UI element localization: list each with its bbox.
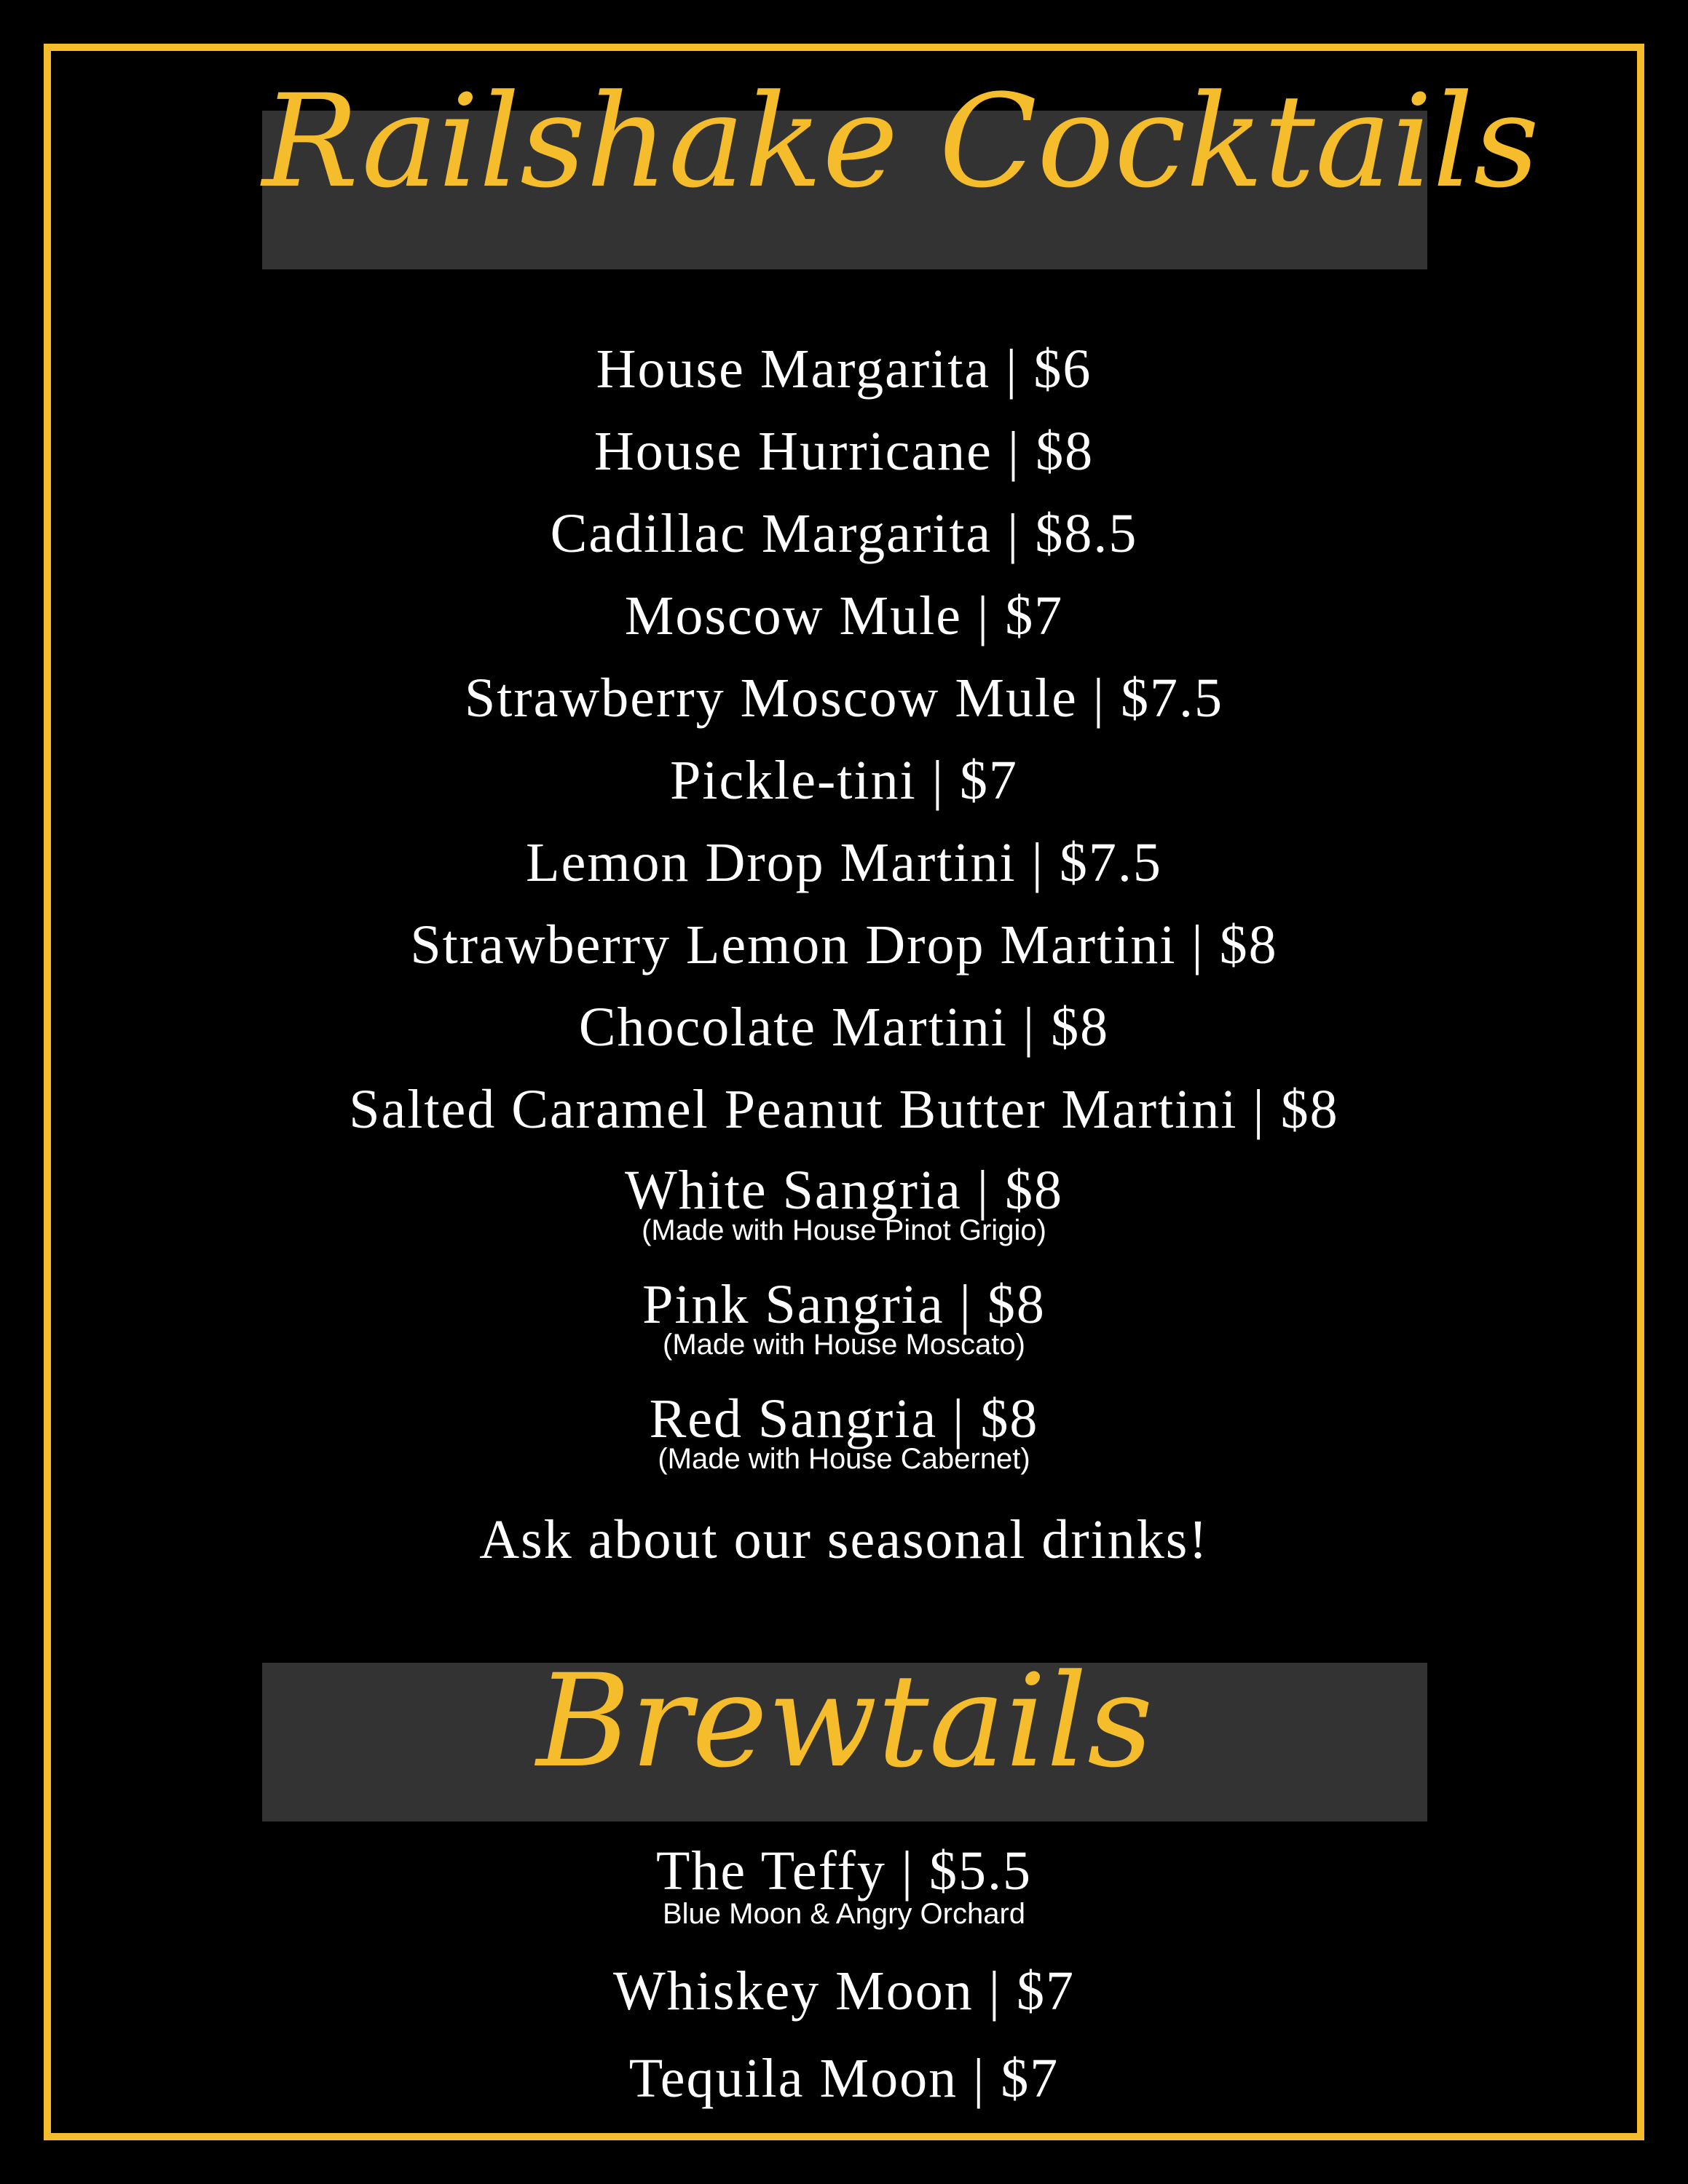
menu-item-name: White Sangria | $8 xyxy=(624,1160,1064,1221)
menu-item xyxy=(0,414,1688,496)
menu-item xyxy=(0,496,1688,578)
menu-item-note: (Made with House Moscato) xyxy=(663,1329,1025,1361)
menu-item xyxy=(0,578,1688,660)
menu-item xyxy=(0,907,1688,989)
menu-item-name: Pink Sangria | $8 xyxy=(642,1274,1046,1335)
menu-item-name: Tequila Moon | $7 xyxy=(628,2048,1060,2109)
menu-item-name: House Margarita | $6 xyxy=(596,339,1092,400)
menu-item-note: Blue Moon & Angry Orchard xyxy=(662,1898,1026,1930)
menu-item xyxy=(0,1072,1688,1154)
menu-item xyxy=(0,1835,1688,1951)
menu-item-name: Lemon Drop Martini | $7.5 xyxy=(526,832,1162,893)
menu-item-note: (Made with House Cabernet) xyxy=(658,1443,1030,1475)
menu-item xyxy=(0,1951,1688,2038)
menu-item-name: Strawberry Moscow Mule | $7.5 xyxy=(464,668,1224,729)
menu-item-name: Salted Caramel Peanut Butter Martini | $8 xyxy=(349,1079,1339,1140)
menu-item-note: (Made with House Pinot Grigio) xyxy=(642,1214,1046,1246)
menu-item-name: Chocolate Martini | $8 xyxy=(578,997,1110,1058)
menu-item xyxy=(0,1268,1688,1382)
menu-item-name: Pickle-tini | $7 xyxy=(670,750,1018,811)
menu-item xyxy=(0,989,1688,1072)
menu-item-name: Whiskey Moon | $7 xyxy=(613,1961,1075,2022)
menu-item-name: House Hurricane | $8 xyxy=(593,421,1095,482)
menu-item-name: Strawberry Lemon Drop Martini | $8 xyxy=(410,914,1278,976)
cocktails-heading: Railshake Cocktails xyxy=(262,67,1539,216)
menu-item xyxy=(0,660,1688,743)
menu-item-name: Moscow Mule | $7 xyxy=(624,585,1064,646)
brewtails-heading: Brewtails xyxy=(536,1647,1153,1796)
menu-item-name: The Teffy | $5.5 xyxy=(655,1840,1033,1902)
menu-item xyxy=(0,2038,1688,2126)
menu-item-name: Cadillac Margarita | $8.5 xyxy=(550,503,1138,564)
menu-item xyxy=(0,331,1688,414)
menu-item-name: Red Sangria | $8 xyxy=(649,1388,1039,1449)
menu-item xyxy=(0,825,1688,907)
menu-item xyxy=(0,1382,1688,1497)
seasonal-drinks-note: Ask about our seasonal drinks! xyxy=(479,1509,1209,1570)
menu-item xyxy=(0,743,1688,825)
cocktail-list xyxy=(0,331,1688,1497)
brewtail-list xyxy=(0,1835,1688,2126)
menu-item xyxy=(0,1154,1688,1268)
